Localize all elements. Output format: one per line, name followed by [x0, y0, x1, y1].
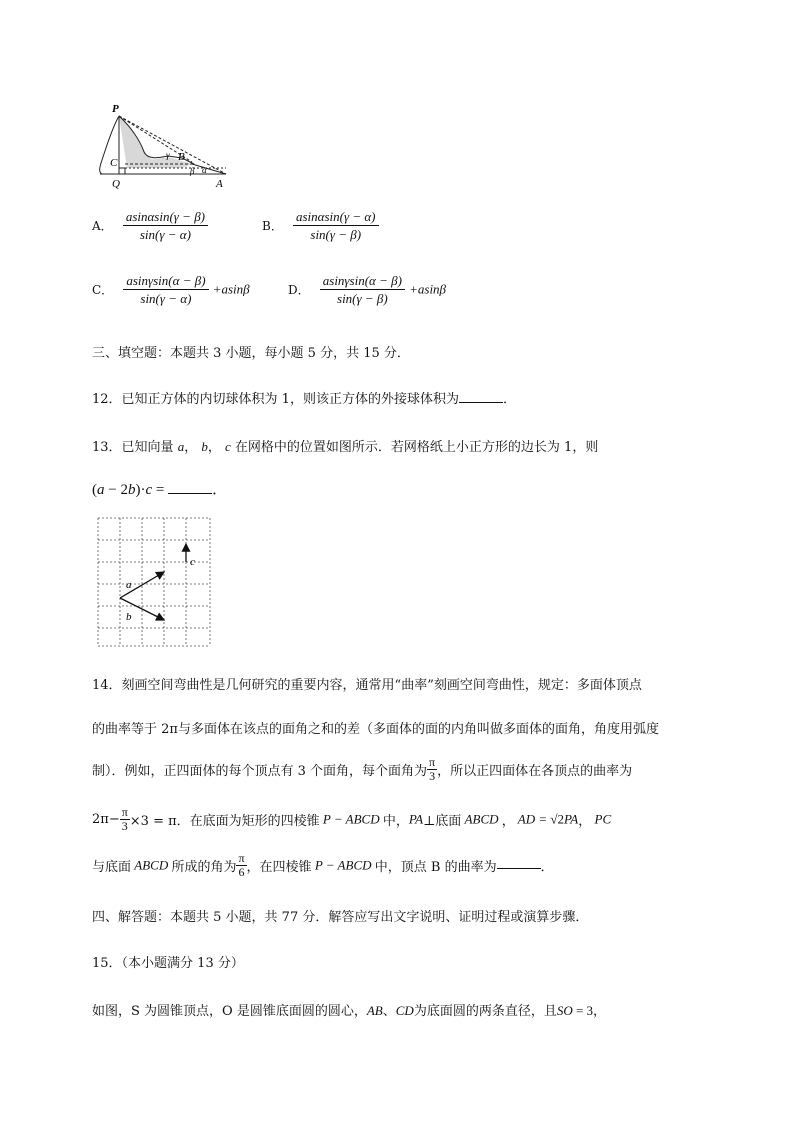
- option-d-label: D．: [288, 283, 310, 297]
- q14-line5-f: 中，顶点 B 的曲率为: [374, 860, 497, 875]
- q14-line3-fraction: [427, 756, 437, 783]
- expr-b: b: [127, 482, 136, 498]
- option-b-denominator: sin(γ − β): [310, 227, 362, 242]
- q14-line5-num: π: [238, 851, 245, 865]
- q14-line4-fraction: [120, 806, 130, 833]
- question-13-intro: 13．已知向量: [92, 440, 174, 455]
- label-C: C: [110, 157, 118, 169]
- option-b-numerator: asinαsin(γ − α): [293, 208, 379, 226]
- question-12: [92, 388, 516, 407]
- option-d-denominator: sin(γ − β): [337, 291, 388, 306]
- question-13-rest: 在网格中的位置如图所示．若网格纸上小正方形的边长为 1，则: [234, 440, 599, 455]
- option-d-tail: +asinβ: [409, 281, 447, 297]
- label-A: A: [216, 178, 223, 190]
- grid-label-c: c: [190, 556, 195, 568]
- question-14-line2: 的曲率等于 2π与多面体在该点的面角之和的差（多面体的面的内角叫做多面体的面角，角度用弧度: [92, 722, 659, 737]
- q14-line3-a: 制）．例如，正四面体的每个顶点有 3 个面角，每个面角为: [92, 764, 428, 779]
- vector-grid-figure: [96, 516, 214, 650]
- q15-text-b: 、: [382, 1004, 396, 1019]
- q14-line4-e: PA: [408, 811, 424, 827]
- q14-line4-d: 中，: [382, 814, 409, 829]
- expr-minus: − 2: [104, 482, 128, 498]
- q14-line4-b: ×3 = π．在底面为矩形的四棱锥: [129, 814, 320, 829]
- answer-blank-12[interactable]: [459, 401, 503, 403]
- question-13-line1: [92, 436, 598, 455]
- vector-b: b: [201, 439, 208, 454]
- option-c-label: C．: [92, 283, 114, 297]
- q14-line4-f: ⊥底面: [423, 814, 462, 829]
- sep-2: ，: [207, 440, 221, 455]
- dot-op: ·: [140, 482, 146, 498]
- question-14-line3: [92, 756, 632, 783]
- expr-c: c: [145, 482, 153, 498]
- q14-line4-num: π: [121, 805, 128, 819]
- q14-line4-l: ，: [578, 814, 592, 829]
- q14-line4-m: PC: [591, 811, 612, 827]
- q15-text-a: 如图，S 为圆锥顶点，O 是圆锥底面圆的圆心，: [92, 1004, 367, 1019]
- q14-line4-j: √2: [550, 811, 565, 827]
- option-b-fraction: [293, 208, 379, 243]
- question-13-line2: [92, 478, 227, 499]
- option-d-numerator: asinγsin(α − β): [320, 272, 405, 290]
- option-c-numerator: asinγsin(α − β): [123, 272, 208, 290]
- option-c-tail: +asinβ: [212, 281, 250, 297]
- label-Q: Q: [112, 178, 120, 190]
- option-a: [92, 208, 208, 243]
- grid-label-b: b: [126, 611, 132, 623]
- option-d: [288, 272, 446, 307]
- question-14-end: ．: [540, 860, 554, 875]
- label-P: P: [112, 103, 119, 115]
- option-c: [92, 272, 250, 307]
- triangle-figure: [92, 98, 232, 190]
- question-12-end: ．: [502, 392, 516, 407]
- option-c-fraction: [123, 272, 208, 307]
- q14-line4-a: 2π−: [92, 812, 120, 827]
- option-a-numerator: asinαsin(γ − β): [123, 208, 208, 226]
- question-14-line4: [92, 806, 611, 833]
- q14-line4-c: P − ABCD: [319, 811, 383, 827]
- grid-label-a: a: [126, 579, 132, 591]
- answer-blank-13[interactable]: [168, 492, 212, 494]
- q14-line4-k: PA: [564, 811, 579, 827]
- option-b: [262, 208, 379, 243]
- option-d-fraction: [320, 272, 405, 307]
- q14-line5-c: 所成的角为: [171, 860, 237, 875]
- q14-line5-fraction: [236, 852, 246, 879]
- question-12-text: 12．已知正方体的内切球体积为 1，则该正方体的外接球体积为: [92, 392, 459, 407]
- q15-cd: CD: [395, 1003, 414, 1018]
- q14-line5-e: P − ABCD: [311, 857, 375, 873]
- q15-so: SO: [556, 1003, 573, 1018]
- q14-line3-den: 3: [429, 769, 436, 783]
- q14-line5-a: 与底面: [92, 860, 132, 875]
- section-4-heading: 四、解答题：本题共 5 小题，共 77 分．解答应写出文字说明、证明过程或演算步骤．: [92, 910, 589, 925]
- question-15-title: 15．（本小题满分 13 分）: [92, 956, 244, 971]
- q14-line3-num: π: [429, 755, 436, 769]
- question-15-text: [92, 1000, 606, 1019]
- vector-a: a: [177, 439, 185, 454]
- equals: =: [152, 482, 169, 498]
- q14-line5-d: ，在四棱锥: [246, 860, 312, 875]
- q15-ab: AB: [366, 1003, 383, 1018]
- paren-close: ): [135, 482, 141, 498]
- question-14-line5: [92, 852, 554, 879]
- paren-open: (: [92, 482, 97, 498]
- option-a-fraction: [123, 208, 208, 243]
- q15-text-d: = 3，: [572, 1003, 607, 1018]
- option-a-label: A．: [92, 219, 113, 233]
- sep-1: ，: [184, 440, 198, 455]
- vector-c: c: [225, 439, 231, 454]
- label-beta: β: [190, 166, 195, 176]
- label-alpha: α: [202, 165, 207, 175]
- option-c-denominator: sin(γ − α): [140, 291, 192, 306]
- q14-line5-b: ABCD: [131, 857, 172, 873]
- q14-line4-i: AD =: [514, 811, 551, 827]
- q14-line4-h: ，: [501, 814, 515, 829]
- q15-text-c: 为底面圆的两条直径，且: [413, 1004, 557, 1019]
- label-B: B: [178, 151, 185, 163]
- q14-line3-b: ，所以正四面体在各顶点的曲率为: [437, 764, 633, 779]
- question-13-end: ．: [212, 482, 228, 498]
- label-gamma: γ: [166, 150, 170, 160]
- answer-blank-14[interactable]: [497, 867, 541, 869]
- q14-line5-den: 6: [238, 865, 245, 879]
- option-b-label: B．: [262, 219, 283, 233]
- expr-a: a: [97, 482, 105, 498]
- section-3-heading: 三、填空题：本题共 3 小题，每小题 5 分，共 15 分．: [92, 346, 410, 361]
- q14-line4-g: ABCD: [461, 811, 502, 827]
- option-a-denominator: sin(γ − α): [139, 227, 191, 242]
- q14-line4-den: 3: [121, 819, 128, 833]
- question-14-line1: 14．刻画空间弯曲性是几何研究的重要内容，通常用“曲率”刻画空间弯曲性，规定：多面体顶点: [92, 678, 642, 693]
